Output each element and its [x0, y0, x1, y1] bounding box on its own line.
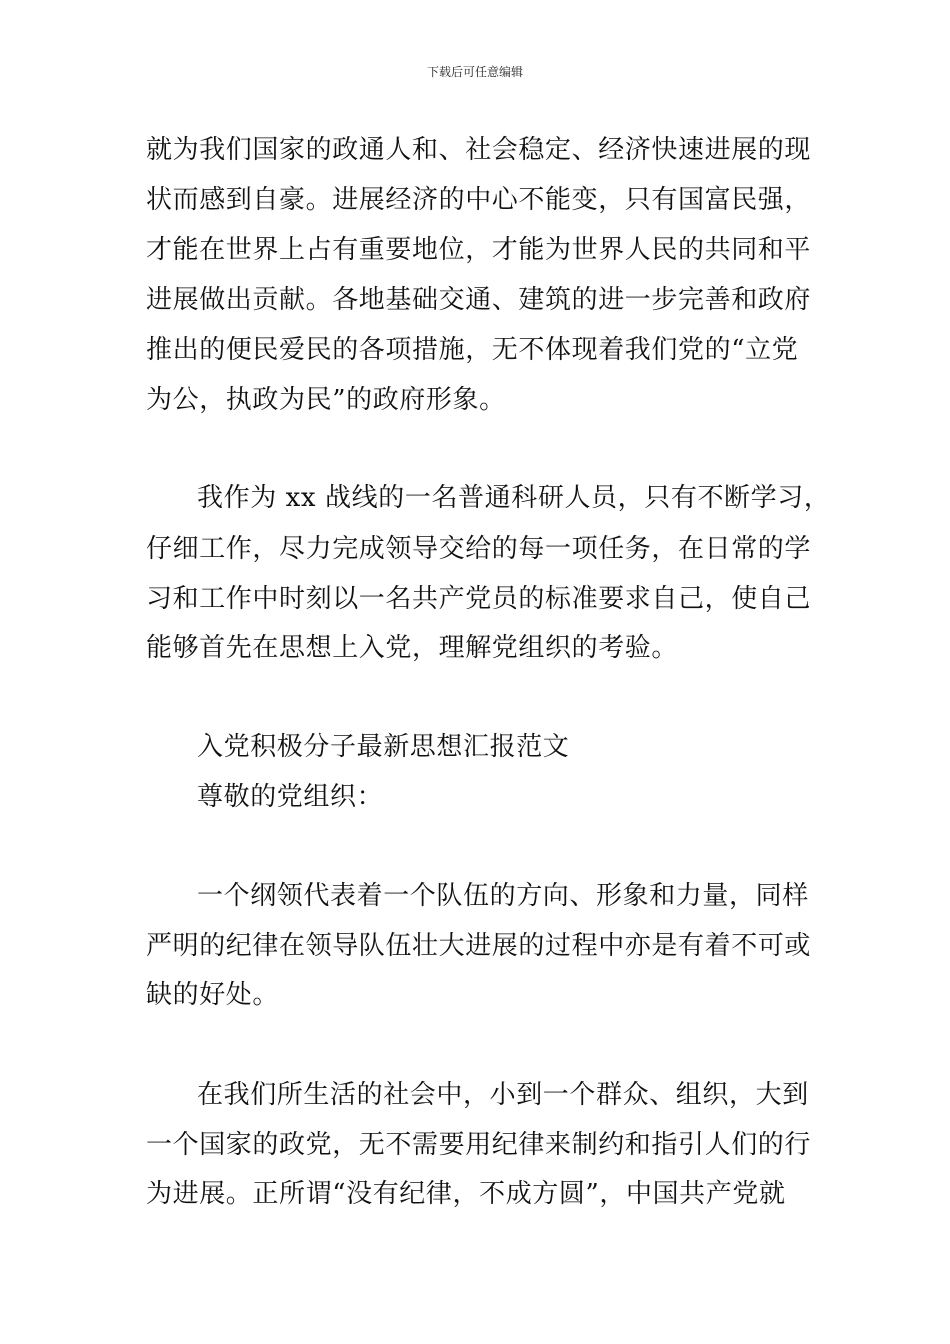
- document-title: 入党积极分子最新思想汇报范文: [197, 732, 570, 762]
- paragraph-2-line-3: 习和工作中时刻以一名共产党员的标准要求自己，使自己: [146, 584, 812, 614]
- paragraph-1-line-5: 推出的便民爱民的各项措施，无不体现着我们党的“立党: [146, 335, 799, 365]
- page-header: 下载后可任意编辑: [426, 65, 523, 79]
- paragraph-3-line-3: 缺的好处。: [146, 980, 280, 1010]
- paragraph-4-line-2: 一个国家的政党，无不需要用纪律来制约和指引人们的行: [146, 1130, 812, 1160]
- paragraph-1-line-2: 状而感到自豪。进展经济的中心不能变，只有国富民强，: [146, 185, 812, 215]
- paragraph-2-line-2: 仔细工作，尽力完成领导交给的每一项任务，在日常的学: [146, 534, 812, 564]
- paragraph-3-line-1: 一个纲领代表着一个队伍的方向、形象和力量，同样: [197, 881, 809, 911]
- paragraph-1-line-3: 才能在世界上占有重要地位，才能为世界人民的共同和平: [146, 235, 812, 265]
- paragraph-1-line-4: 进展做出贡献。各地基础交通、建筑的进一步完善和政府: [146, 285, 812, 315]
- paragraph-2-line-4: 能够首先在思想上入党，理解党组织的考验。: [146, 633, 679, 663]
- paragraph-1-line-6: 为公，执政为民”的政府形象。: [146, 385, 506, 415]
- paragraph-1-line-1: 就为我们国家的政通人和、社会稳定、经济快速进展的现: [146, 135, 812, 165]
- paragraph-4-line-3: 为进展。正所谓“没有纪律，不成方圆”，中国共产党就: [146, 1179, 786, 1209]
- paragraph-3-line-2: 严明的纪律在领导队伍壮大进展的过程中亦是有着不可或: [146, 931, 812, 961]
- salutation: 尊敬的党组织：: [197, 782, 384, 812]
- paragraph-2-line-1: 我作为 xx 战线的一名普通科研人员，只有不断学习，: [197, 483, 831, 513]
- paragraph-4-line-1: 在我们所生活的社会中，小到一个群众、组织，大到: [197, 1080, 809, 1110]
